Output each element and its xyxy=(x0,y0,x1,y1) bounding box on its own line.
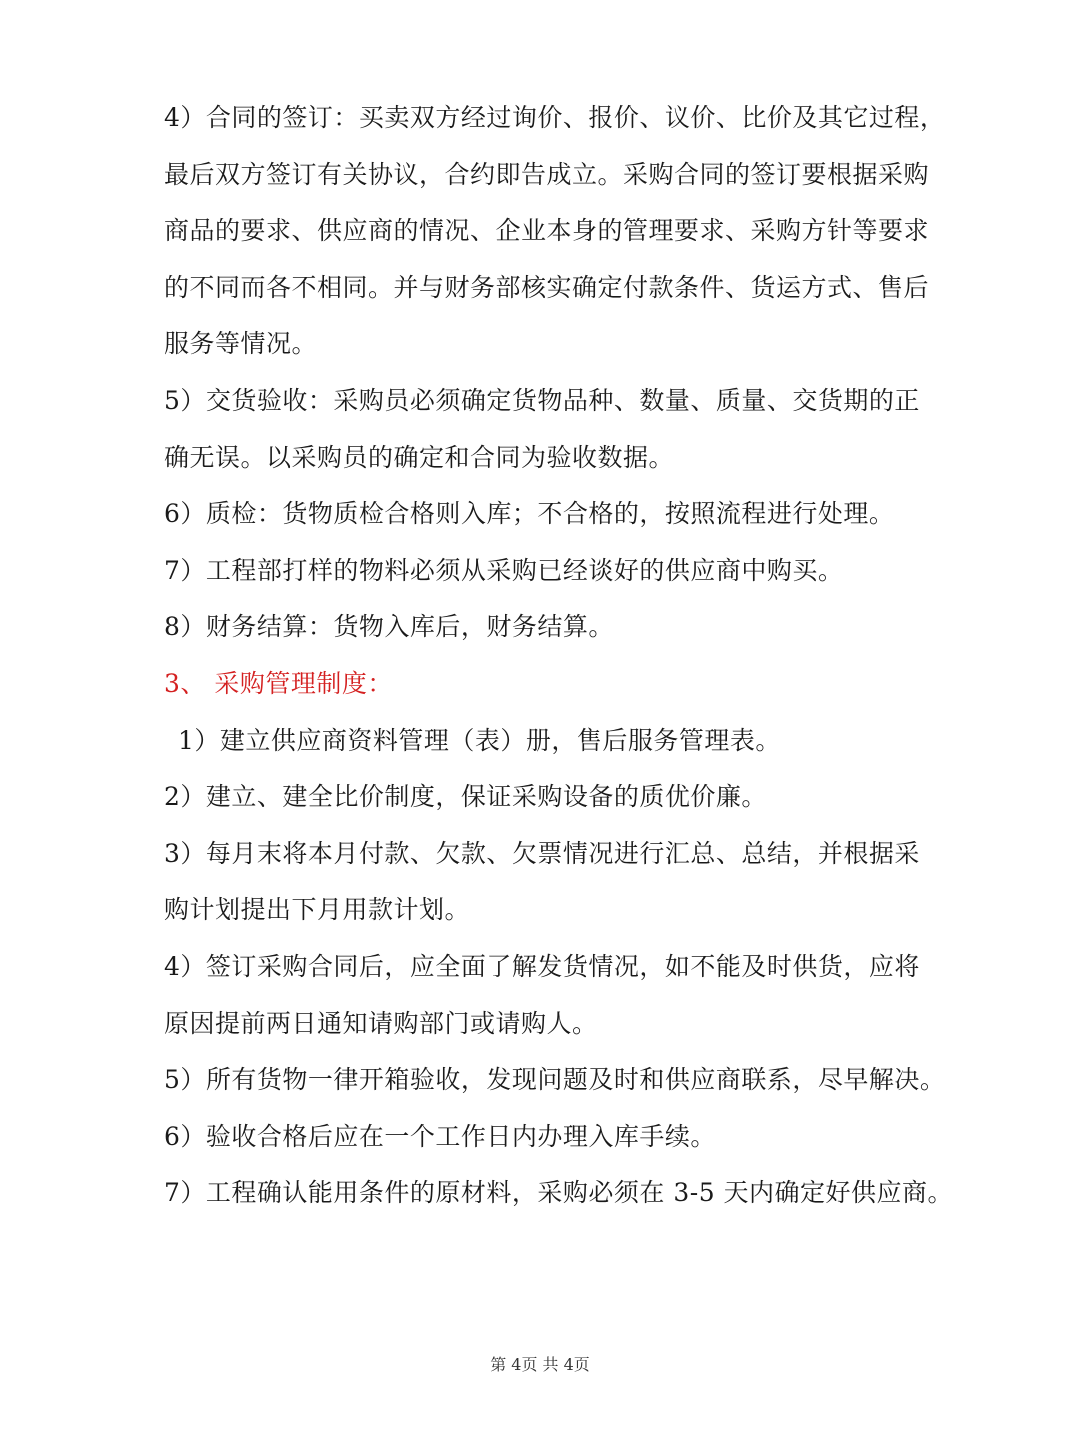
section-line: 原因提前两日通知请购部门或请购人。 xyxy=(164,1008,598,1038)
paragraph-line: 5）交货验收：采购员必须确定货物品种、数量、质量、交货期的正 xyxy=(164,385,920,415)
paragraph-line: 的不同而各不相同。并与财务部核实确定付款条件、货运方式、售后 xyxy=(164,272,930,302)
section-line: 3）每月末将本月付款、欠款、欠票情况进行汇总、总结，并根据采 xyxy=(164,838,920,868)
page-number-footer: 第 4页 共 4页 xyxy=(490,1355,590,1374)
section-line: 购计划提出下月用款计划。 xyxy=(164,895,471,925)
section-line: 5）所有货物一律开箱验收，发现问题及时和供应商联系，尽早解决。 xyxy=(164,1065,946,1095)
section-line: 6）验收合格后应在一个工作日内办理入库手续。 xyxy=(164,1121,716,1151)
section-line: 2）建立、建全比价制度，保证采购设备的质优价廉。 xyxy=(164,782,767,812)
paragraph-line: 服务等情况。 xyxy=(164,329,318,359)
paragraph-line: 商品的要求、供应商的情况、企业本身的管理要求、采购方针等要求 xyxy=(164,216,930,246)
paragraph-line: 4）合同的签订：买卖双方经过询价、报价、议价、比价及其它过程， xyxy=(164,103,946,132)
document-body xyxy=(164,90,954,1222)
paragraph-line: 确无误。以采购员的确定和合同为验收数据。 xyxy=(164,442,675,472)
section-line: 4）签订采购合同后，应全面了解发货情况，如不能及时供货，应将 xyxy=(164,951,920,981)
section-line: 7）工程确认能用条件的原材料，采购必须在 3-5 天内确定好供应商。 xyxy=(164,1178,954,1208)
section-line: 1）建立供应商资料管理（表）册，售后服务管理表。 xyxy=(178,725,781,755)
paragraph-line: 8）财务结算：货物入库后，财务结算。 xyxy=(164,612,614,642)
section-heading: 3、 采购管理制度： xyxy=(164,668,393,698)
paragraph-line: 6）质检：货物质检合格则入库；不合格的，按照流程进行处理。 xyxy=(164,499,895,529)
paragraph-line: 最后双方签订有关协议，合约即告成立。采购合同的签订要根据采购 xyxy=(164,159,930,189)
paragraph-line: 7）工程部打样的物料必须从采购已经谈好的供应商中购买。 xyxy=(164,555,844,585)
